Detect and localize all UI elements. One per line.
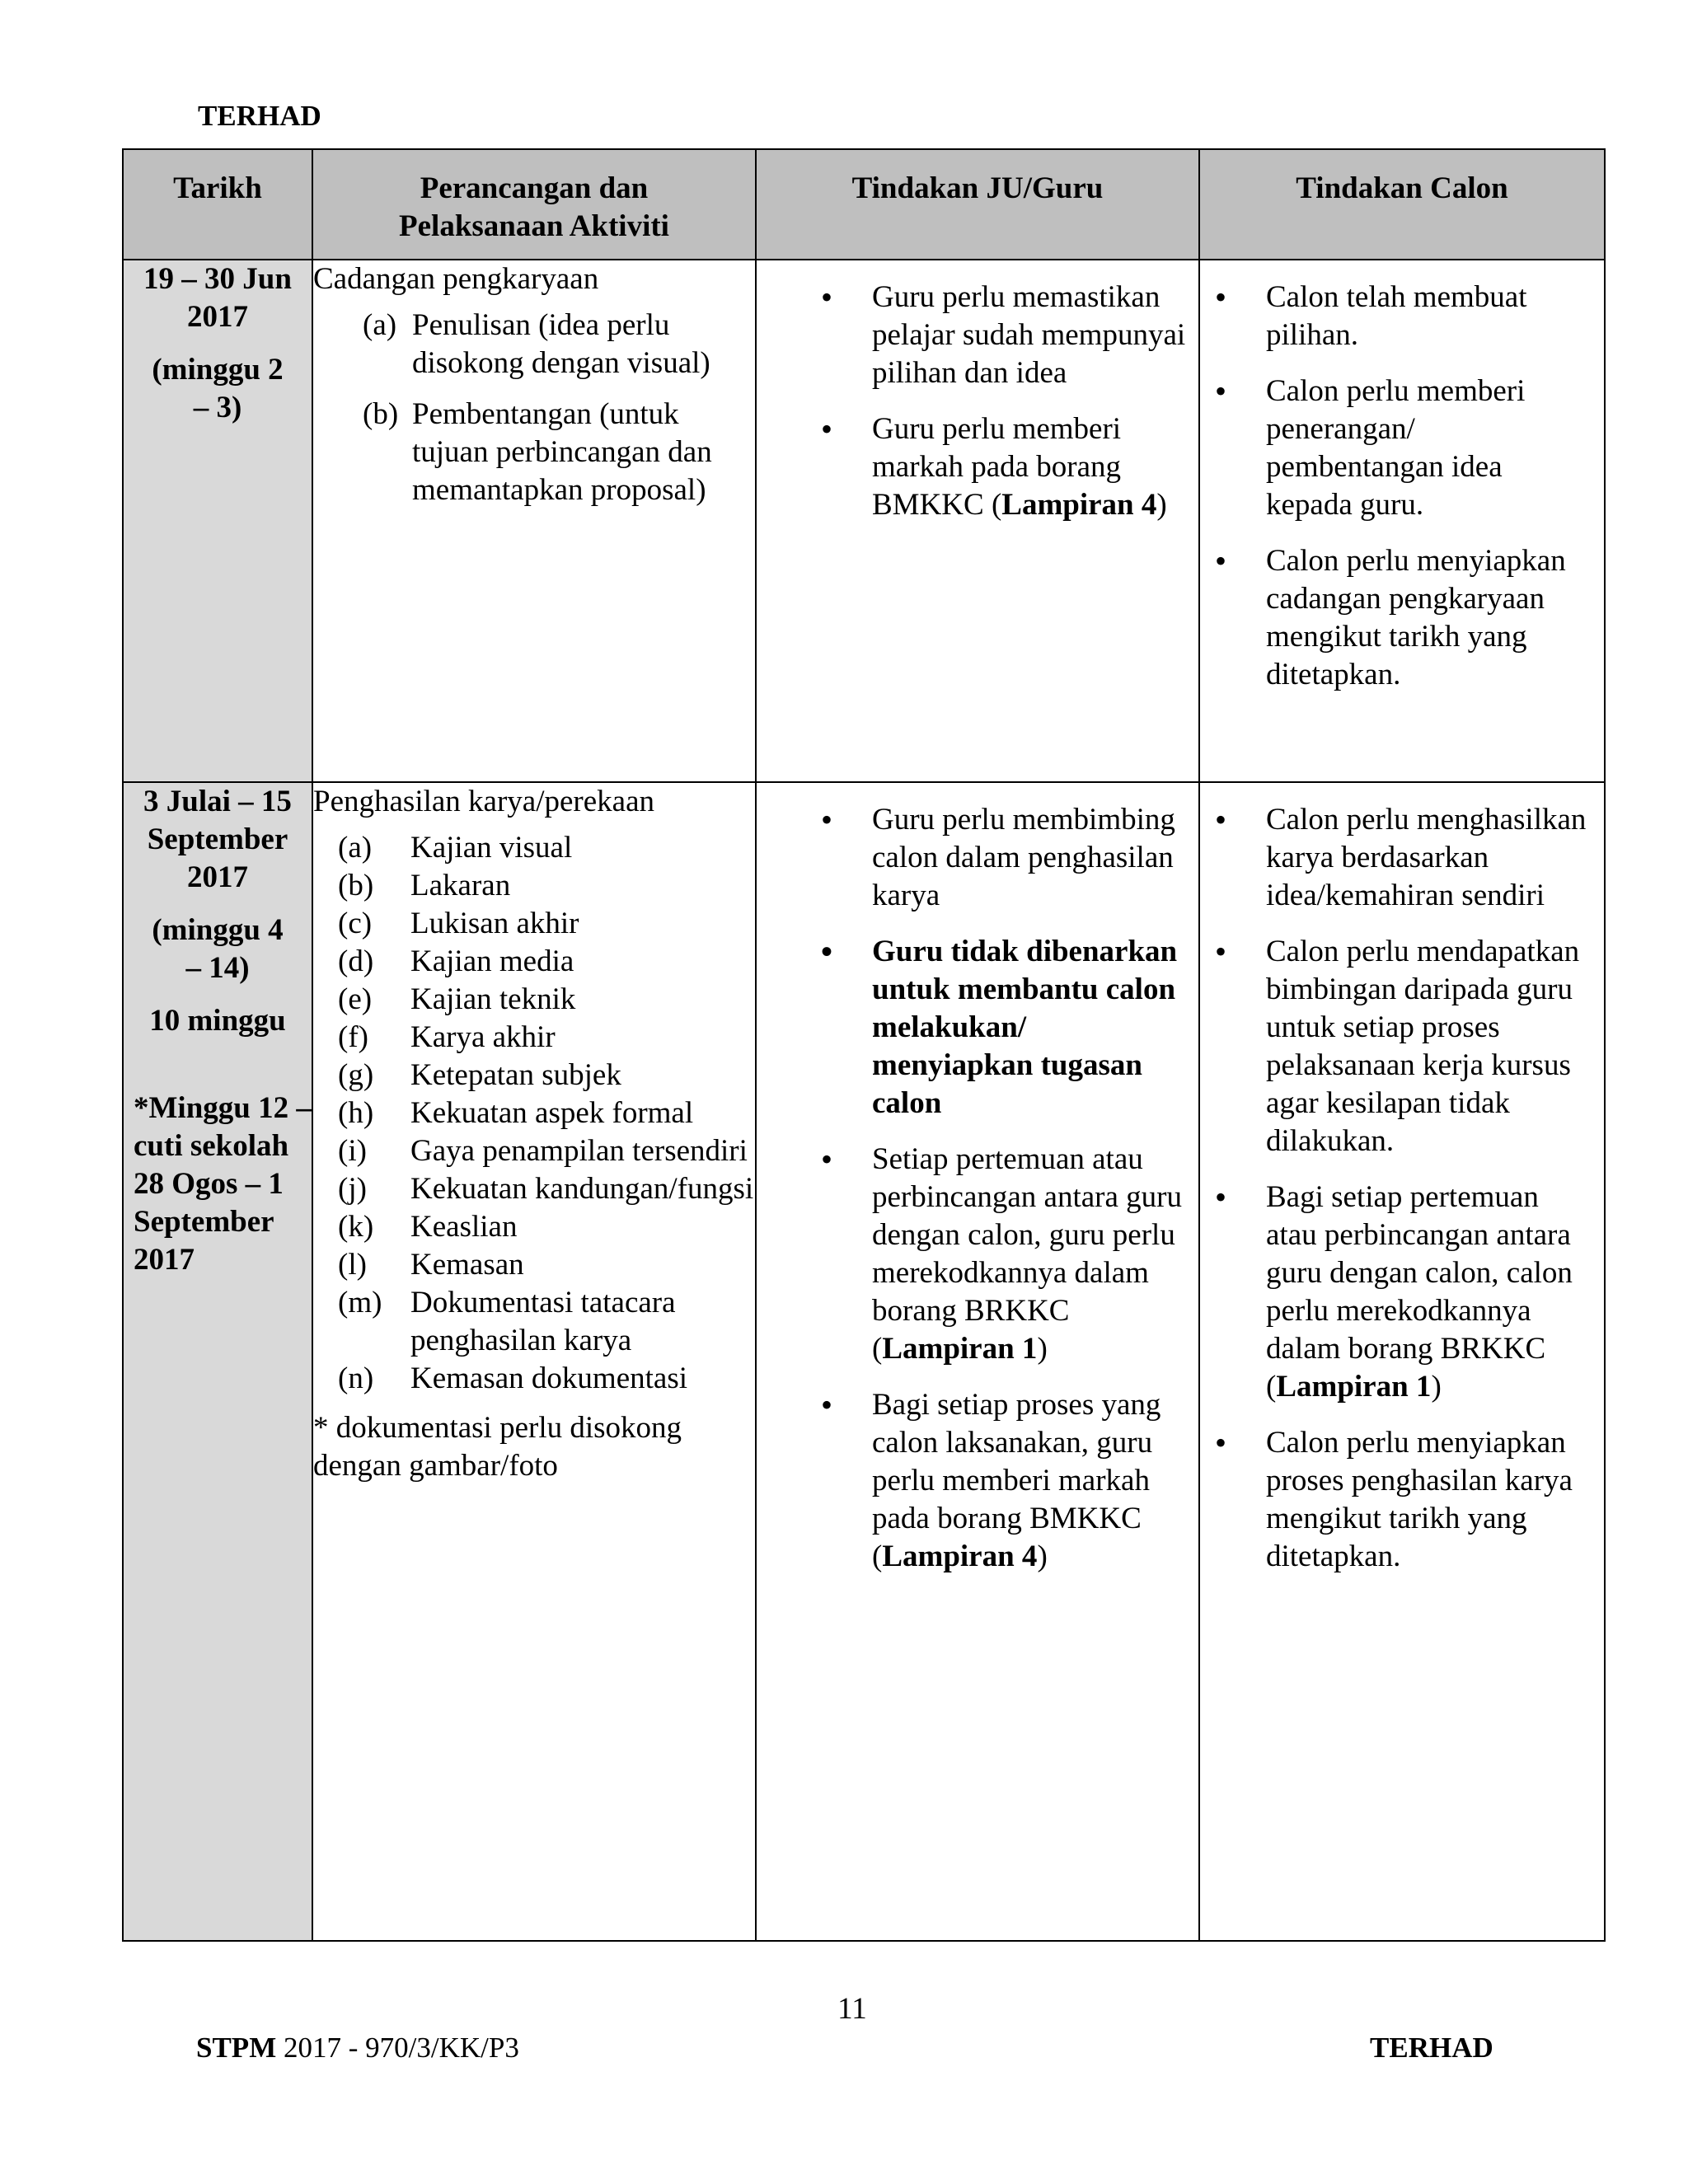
- list-item: [338, 905, 755, 943]
- text-run: Bagi setiap proses yang calon laksanakan, guru perlu memberi markah pada borang BMKKC (: [872, 1388, 1161, 1573]
- column-header-activity-line1: Perancangan dan: [420, 171, 649, 205]
- footer-paper-code: [196, 2029, 519, 2067]
- list-item: [1200, 1179, 1594, 1406]
- appendix-reference: Lampiran 1: [882, 1332, 1038, 1366]
- list-item-text: Dokumentasi tatacara penghasilan karya: [410, 1286, 676, 1357]
- footer-code-rest: 2017 - 970/3/KK/P3: [276, 2032, 519, 2064]
- list-item-label: (n): [338, 1361, 374, 1395]
- text-run: Guru perlu memberi markah pada borang BMKKC (: [872, 412, 1122, 522]
- header-classification: TERHAD: [198, 100, 321, 132]
- list-item-label: (b): [363, 397, 399, 431]
- list-item: [338, 867, 755, 905]
- text-run: Bagi setiap pertemuan atau perbincangan antara guru dengan calon, calon perlu merekodkannya dalam borang BRKKC (: [1266, 1180, 1573, 1404]
- activity-intro: Penghasilan karya/perekaan: [313, 785, 655, 818]
- list-item-label: (c): [338, 907, 373, 940]
- activity-intro: Cadangan pengkaryaan: [313, 262, 599, 296]
- list-item: • Calon perlu memberi penerangan/ pembentangan idea kepada guru.: [1200, 373, 1594, 524]
- list-item-label: (h): [338, 1096, 374, 1130]
- list-item-label: (a): [338, 831, 373, 865]
- list-item: [338, 1132, 755, 1170]
- list-item-text: Kekuatan kandungan/fungsi: [410, 1172, 754, 1206]
- text-run: ): [1037, 1332, 1048, 1366]
- list-item-text: Penulisan (idea perlu disokong dengan visual): [412, 308, 710, 380]
- list-item-text: Ketepatan subjek: [410, 1058, 621, 1092]
- list-item: [338, 829, 755, 867]
- list-item-label: (l): [338, 1248, 367, 1282]
- date-cell: [123, 260, 312, 782]
- list-item-text: Lukisan akhir: [410, 907, 579, 940]
- text-run: ): [1037, 1540, 1048, 1573]
- list-item: [338, 1094, 755, 1132]
- teacher-action-cell: [756, 782, 1199, 1941]
- activity-cell: [312, 782, 756, 1941]
- date-range: 19 – 30 Jun 2017: [143, 262, 292, 334]
- text-run: Setiap pertemuan atau perbincangan antara guru dengan calon, guru perlu merekodkannya dalam borang BRKKC (: [872, 1142, 1182, 1366]
- activity-note: * dokumentasi perlu disokong dengan gambar/foto: [313, 1411, 682, 1483]
- list-item: [338, 1208, 755, 1246]
- list-item-label: (g): [338, 1058, 374, 1092]
- week-range: (minggu 2 – 3): [152, 353, 284, 424]
- candidate-action-list: [1200, 260, 1604, 694]
- table-header-row: [123, 149, 1605, 260]
- list-item-label: (j): [338, 1172, 367, 1206]
- list-item: • Guru perlu membimbing calon dalam penghasilan karya: [806, 801, 1189, 915]
- list-item-text: Lakaran: [410, 869, 511, 902]
- appendix-reference: Lampiran 4: [882, 1540, 1038, 1573]
- teacher-action-cell: [756, 260, 1199, 782]
- schedule-table: [122, 148, 1606, 1942]
- column-header-candidate: Tindakan Calon: [1199, 149, 1605, 260]
- week-range: (minggu 4 – 14): [152, 913, 284, 985]
- list-item-text: Kemasan: [410, 1248, 524, 1282]
- list-item: • Guru tidak dibenarkan untuk membantu calon melakukan/ menyiapkan tugasan calon: [806, 933, 1189, 1122]
- teacher-action-list: [757, 260, 1198, 524]
- list-item: [338, 1284, 755, 1360]
- list-item: [338, 1360, 755, 1398]
- activity-list: [313, 829, 755, 1398]
- list-item: [338, 1170, 755, 1208]
- list-item: [363, 307, 755, 382]
- list-item-text: Kekuatan aspek formal: [410, 1096, 694, 1130]
- list-item-text: Kajian media: [410, 944, 574, 978]
- list-item: • Guru perlu memastikan pelajar sudah mempunyai pilihan dan idea: [806, 279, 1189, 392]
- column-header-activity: [312, 149, 756, 260]
- list-item-text: Kajian visual: [410, 831, 573, 865]
- text-run: ): [1156, 488, 1167, 522]
- table-row: [123, 260, 1605, 782]
- list-item-text: Gaya penampilan tersendiri: [410, 1134, 748, 1168]
- list-item-text: Kajian teknik: [410, 982, 576, 1016]
- list-item: • Calon perlu menghasilkan karya berdasarkan idea/kemahiran sendiri: [1200, 801, 1594, 915]
- column-header-date: Tarikh: [123, 149, 312, 260]
- list-item: [806, 1386, 1189, 1576]
- text-run: ): [1431, 1370, 1442, 1404]
- list-item-label: (i): [338, 1134, 367, 1168]
- footer-classification: TERHAD: [1370, 2032, 1493, 2064]
- duration: 10 minggu: [149, 1004, 286, 1038]
- candidate-action-list: [1200, 783, 1604, 1576]
- list-item: [363, 396, 755, 509]
- holiday-note: *Minggu 12 – cuti sekolah 28 Ogos – 1 September 2017: [134, 1091, 312, 1277]
- candidate-action-cell: [1199, 782, 1605, 1941]
- list-item-label: (f): [338, 1020, 368, 1054]
- list-item-label: (e): [338, 982, 373, 1016]
- list-item: [338, 1246, 755, 1284]
- list-item-text: Kemasan dokumentasi: [410, 1361, 687, 1395]
- list-item: • Calon perlu menyiapkan cadangan pengkaryaan mengikut tarikh yang ditetapkan.: [1200, 542, 1594, 694]
- list-item: • Calon perlu menyiapkan proses penghasilan karya mengikut tarikh yang ditetapkan.: [1200, 1424, 1594, 1576]
- list-item: • Calon perlu mendapatkan bimbingan daripada guru untuk setiap proses pelaksanaan kerja kursus agar kesilapan tidak dilakukan.: [1200, 933, 1594, 1160]
- footer-code-prefix: STPM: [196, 2032, 277, 2064]
- candidate-action-cell: [1199, 260, 1605, 782]
- column-header-activity-line2: Pelaksanaan Aktiviti: [399, 209, 669, 243]
- appendix-reference: Lampiran 1: [1276, 1370, 1432, 1404]
- table-row: [123, 782, 1605, 1941]
- list-item-label: (b): [338, 869, 374, 902]
- date-range: 3 Julai – 15 September 2017: [143, 785, 292, 894]
- date-cell: [123, 782, 312, 1941]
- activity-list: [313, 307, 755, 509]
- list-item-text: Keaslian: [410, 1210, 518, 1244]
- list-item: [338, 1019, 755, 1057]
- list-item-text: Karya akhir: [410, 1020, 556, 1054]
- column-header-teacher: Tindakan JU/Guru: [756, 149, 1199, 260]
- list-item: [806, 410, 1189, 524]
- list-item: • Calon telah membuat pilihan.: [1200, 279, 1594, 354]
- activity-cell: [312, 260, 756, 782]
- list-item-label: (a): [363, 308, 397, 342]
- page-number: 11: [837, 1992, 867, 2026]
- list-item-text: Pembentangan (untuk tujuan perbincangan dan memantapkan proposal): [412, 397, 712, 507]
- appendix-reference: Lampiran 4: [1001, 488, 1157, 522]
- list-item-label: (d): [338, 944, 374, 978]
- list-item: [338, 943, 755, 981]
- teacher-action-list: [757, 783, 1198, 1576]
- list-item: [338, 981, 755, 1019]
- list-item: [806, 1141, 1189, 1368]
- list-item-label: (k): [338, 1210, 374, 1244]
- list-item-label: (m): [338, 1286, 382, 1319]
- list-item: [338, 1057, 755, 1094]
